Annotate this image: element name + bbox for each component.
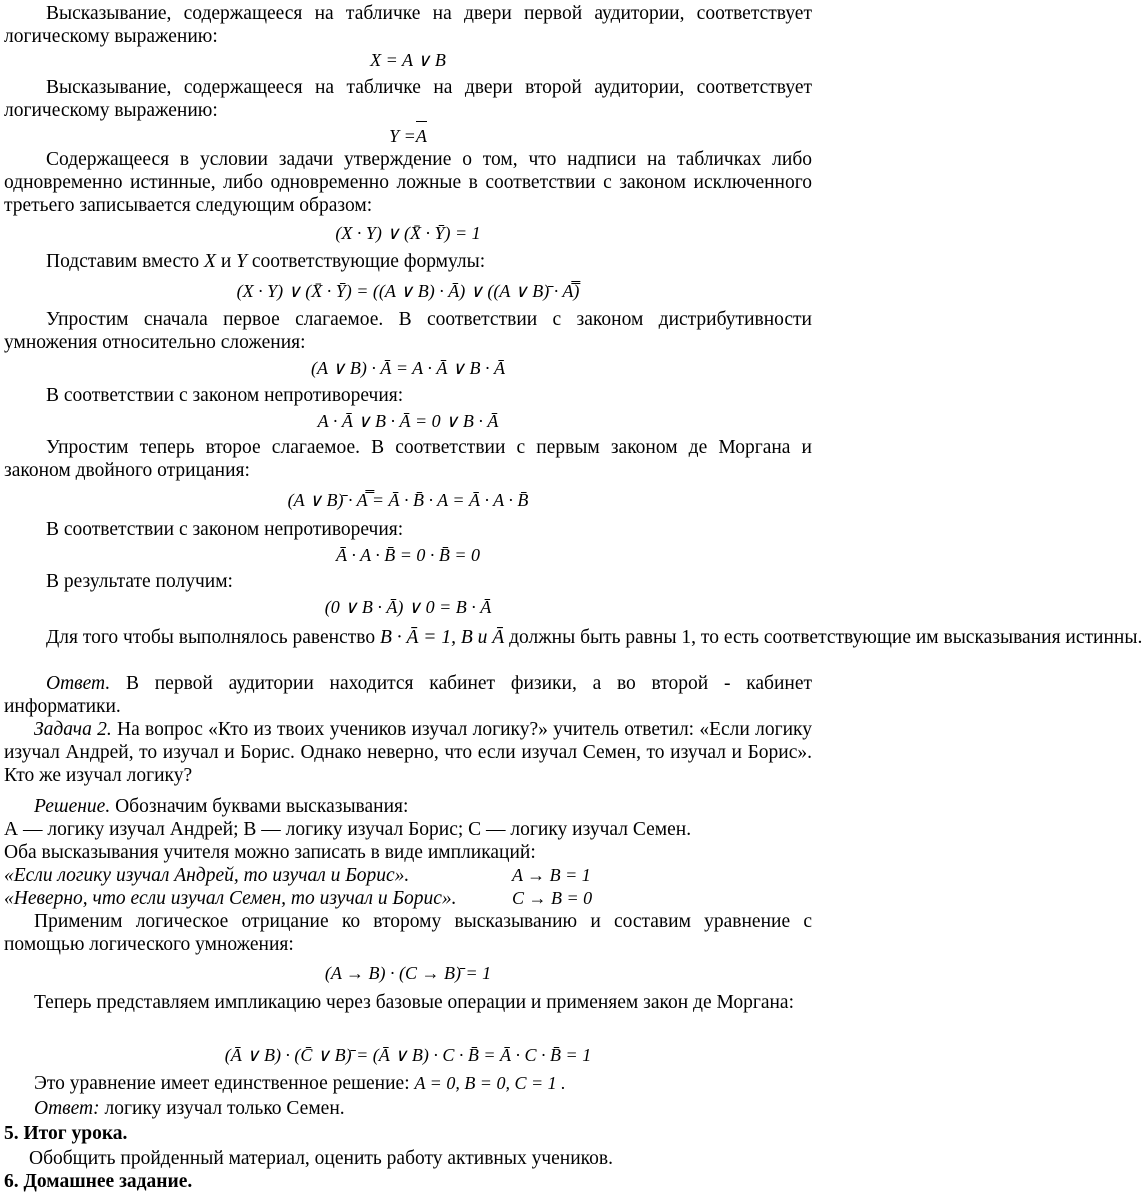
implication-1: «Если логику изучал Андрей, то изучал и Борис». A → B = 1: [4, 865, 591, 886]
paragraph-6: В соответствии с законом непротиворечия:: [46, 385, 404, 406]
heading-5: 5. Итог урока.: [4, 1123, 128, 1144]
paragraph-14: Обобщить пройденный материал, оценить работу активных учеников.: [29, 1148, 613, 1169]
paragraph-13: Это уравнение имеет единственное решение: A = 0, B = 0, C = 1 .: [34, 1073, 566, 1094]
paragraph-5: Упростим сначала первое слагаемое. В соответствии с законом дистрибутивности умножения относительно сложения:: [4, 309, 812, 353]
equation-12: (Ā ∨ B) · (C̄ ∨ B)̄ = (Ā ∨ B) · C · B̄ = Ā · C · B̄ = 1: [224, 1045, 592, 1065]
equation-2: Y =A: [0, 121, 816, 148]
answer-1: Ответ. В первой аудитории находится кабинет физики, а во второй - кабинет информатики.: [4, 673, 812, 717]
solution-intro: Решение. Обозначим буквами высказывания:: [34, 796, 409, 817]
heading-6: 6. Домашнее задание.: [4, 1171, 193, 1192]
answer-2: Ответ: логику изучал только Семен.: [34, 1098, 345, 1119]
equation-8: Ā · A · B̄ = 0 · B̄ = 0: [335, 545, 481, 565]
implication-2: «Неверно, что если изучал Семен, то изучал и Борис». C → B = 0: [4, 888, 593, 909]
paragraph-1: Высказывание, содержащееся на табличке на двери первой аудитории, соответствует логическому выражению:: [4, 3, 812, 47]
task-2: Задача 2. На вопрос «Кто из твоих учеников изучал логику?» учитель ответил: «Если логику изучал Андрей, то изучал и Борис. Однако неверно, что если изучал Семен, то изучал и Борис». Кто же изучал логику?: [4, 719, 812, 786]
equation-4: (X · Y) ∨ (X̄ · Ȳ) = ((A ∨ B) · Ā) ∨ ((A ∨ B)̄ · A̿): [236, 281, 580, 301]
definitions: А — логику изучал Андрей; В — логику изучал Борис; С — логику изучал Семен.: [4, 819, 692, 840]
equation-1: X = A ∨ B: [370, 50, 446, 70]
paragraph-8: В соответствии с законом непротиворечия:: [46, 519, 404, 540]
equation-7: (A ∨ B)̄ · A̿ = Ā · B̄ · A = Ā · A · B̄: [287, 490, 529, 510]
paragraph-10: Для того чтобы выполнялось равенство B · Ā = 1, B и Ā должны быть равны 1, то есть соответствующие им высказывания истинны.: [46, 627, 1142, 648]
equation-3: (X · Y) ∨ (X̄ · Ȳ) = 1: [335, 223, 481, 243]
paragraph-12: Теперь представляем импликацию через базовые операции и применяем закон де Моргана:: [34, 992, 794, 1013]
paragraph-11: Применим логическое отрицание ко второму высказыванию и составим уравнение с помощью логического умножения:: [4, 911, 812, 955]
equation-5: (A ∨ B) · Ā = A · Ā ∨ B · Ā: [311, 358, 505, 378]
paragraph-9: В результате получим:: [46, 571, 233, 592]
equation-6: A · Ā ∨ B · Ā = 0 ∨ B · Ā: [317, 411, 499, 431]
paragraph-4: Подставим вместо X и Y соответствующие формулы:: [46, 251, 486, 272]
paragraph-3: Содержащееся в условии задачи утверждение о том, что надписи на табличках либо одновременно истинные, либо одновременно ложные в соответствии с законом исключенного третьего записывается следующим образом:: [4, 149, 812, 216]
paragraph-7: Упростим теперь второе слагаемое. В соответствии с первым законом де Моргана и законом двойного отрицания:: [4, 437, 812, 481]
equation-11: (A → B) · (C → B)̄ = 1: [324, 963, 492, 983]
equation-9: (0 ∨ B · Ā) ∨ 0 = B · Ā: [324, 597, 492, 617]
paragraph-2: Высказывание, содержащееся на табличке на двери второй аудитории, соответствует логическому выражению:: [4, 77, 812, 121]
implications-intro: Оба высказывания учителя можно записать в виде импликаций:: [4, 842, 536, 863]
